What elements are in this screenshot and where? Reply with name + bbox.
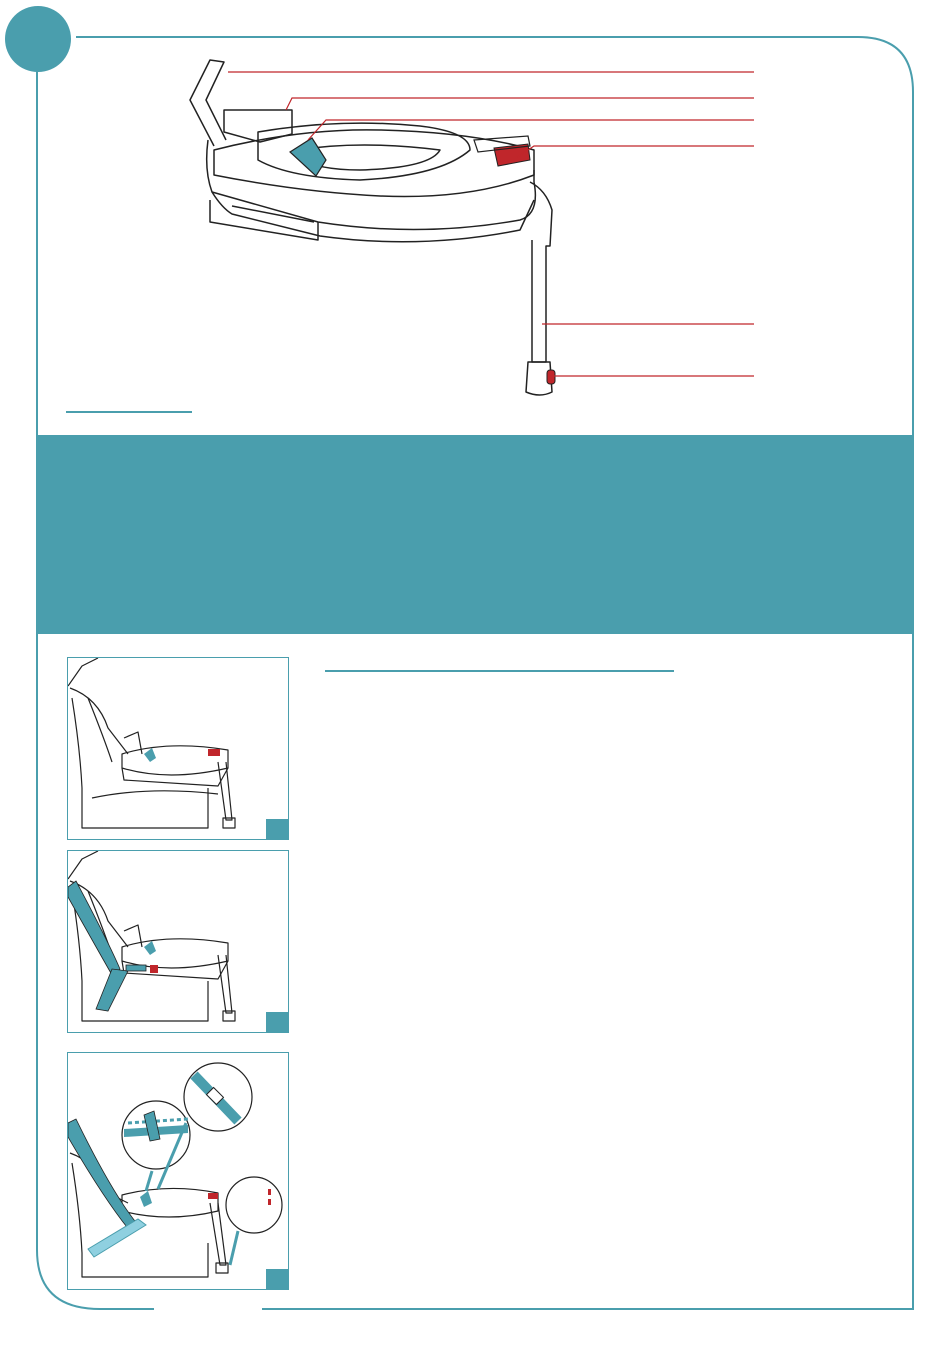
step-3-illustration [68,1053,289,1290]
notice-banner [37,435,914,634]
step-3-panel [67,1052,289,1290]
step-1-panel [67,657,289,840]
step-2-illustration [68,851,289,1033]
car-seat-base-illustration [0,0,950,430]
step-2-number-tab [266,1012,288,1032]
callout-line-indicator [516,146,754,158]
step-3-number-tab [266,1269,288,1289]
step-1-number-tab [266,819,288,839]
step-1-illustration [68,658,289,840]
parts-heading-underline [66,411,192,413]
installation-heading-underline [325,670,674,672]
callout-line-belt-guide [286,98,754,110]
step-2-panel [67,850,289,1033]
